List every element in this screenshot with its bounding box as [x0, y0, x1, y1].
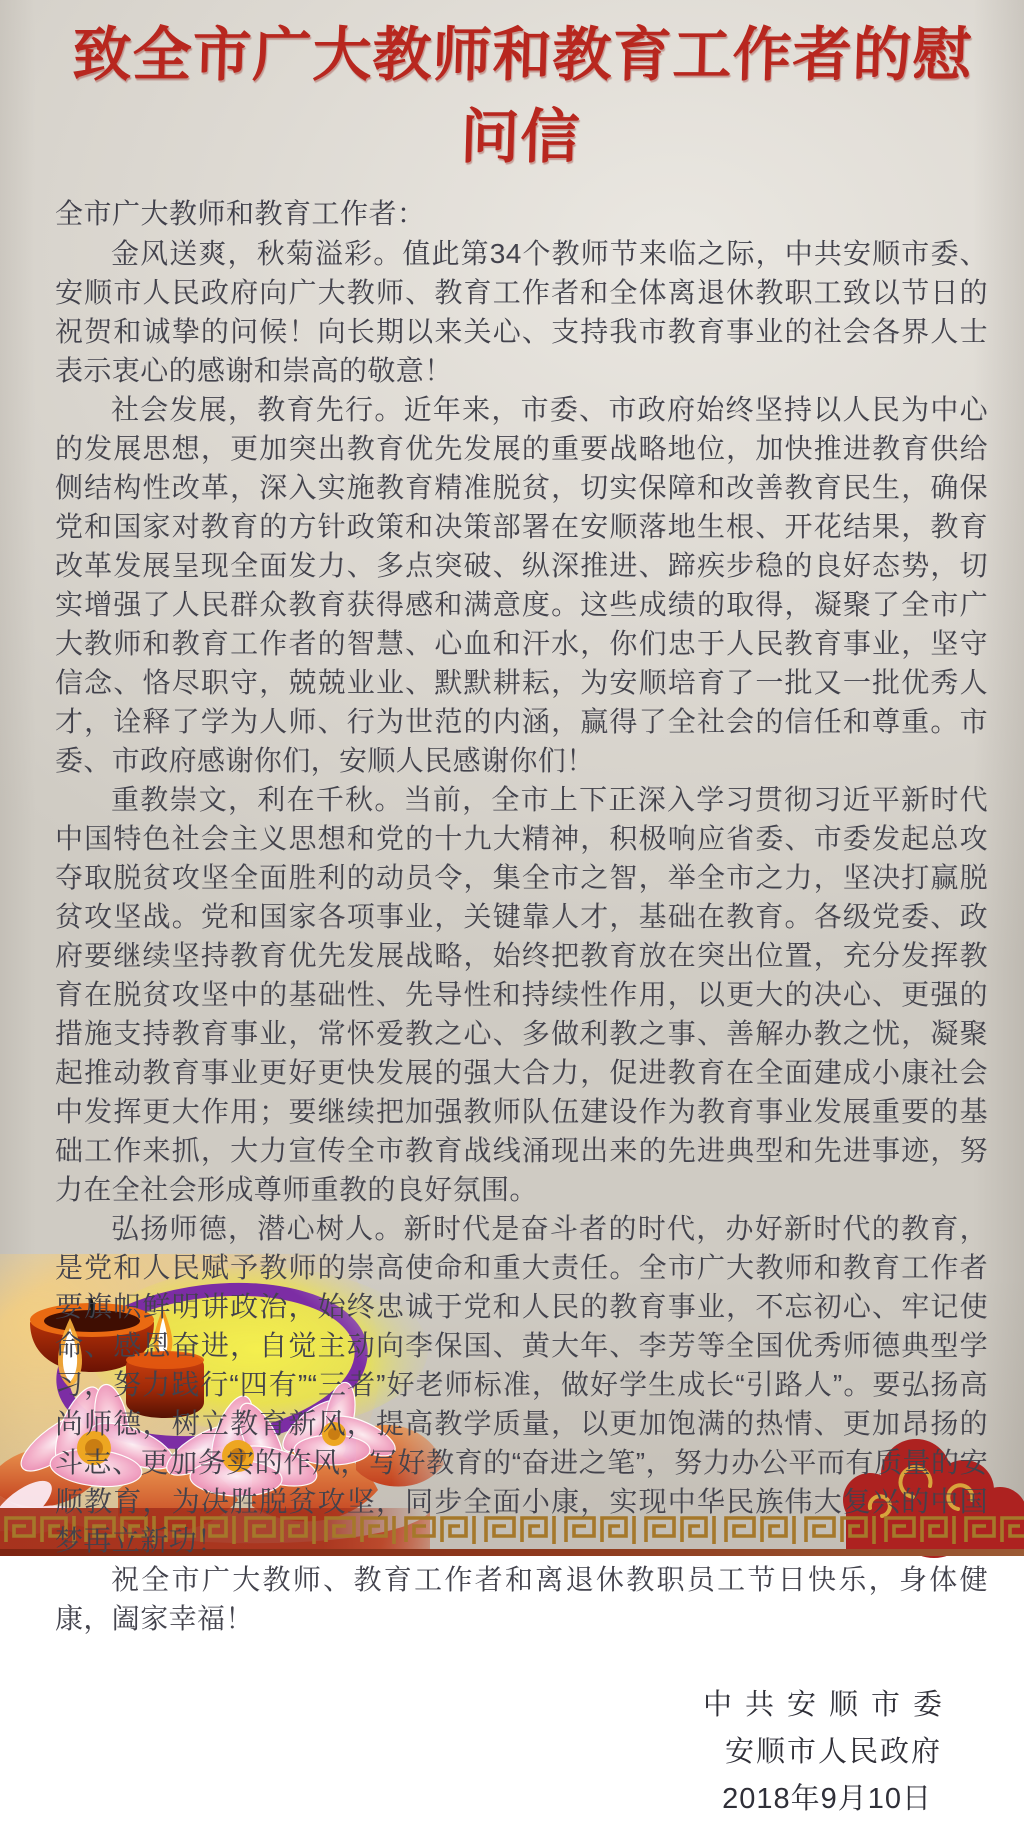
signature-date: 2018年9月10日 — [722, 1783, 932, 1815]
letter-title: 致全市广大教师和教育工作者的慰问信 — [71, 22, 974, 170]
signature-org-party: 中共安顺市委 — [702, 1689, 955, 1721]
paragraph-5: 祝全市广大教师、教育工作者和离退休教职员工节日快乐，身体健康，阖家幸福！ — [55, 1564, 988, 1634]
paragraph-4: 弘扬师德，潜心树人。新时代是奋斗者的时代，办好新时代的教育，是党和人民赋予教师的崇高使命和重大责任。全市广大教师和教育工作者要旗帜鲜明讲政治，始终忠诚于党和人民的教育事业，不忘初心、牢记使命、感恩奋进，自觉主动向李保国、黄大年、李芳等全国优秀师德典型学习，努力践行“四有”“三者”好老师标准，做好学生成长“引路人”。要弘扬高尚师德，树立教育新风，提高教学质量，以更加饱满的热情、更加昂扬的斗志、更加务实的作风，写好教育的“奋进之笔”，努力办公平而有质量的安顺教育，为决胜脱贫攻坚，同步全面小康，实现中华民族伟大复兴的中国梦再立新功！ — [55, 1213, 988, 1556]
signature-org-government: 安顺市人民政府 — [724, 1736, 942, 1768]
paragraph-2: 社会发展，教育先行。近年来，市委、市政府始终坚持以人民为中心的发展思想，更加突出教育优先发展的重要战略地位，加快推进教育供给侧结构性改革，深入实施教育精准脱贫，切实保障和改善教育民生，确保党和国家对教育的方针政策和决策部署在安顺落地生根、开花结果，教育改革发展呈现全面发力、多点突破、纵深推进、蹄疾步稳的良好态势，切实增强了人民群众教育获得感和满意度。这些成绩的取得，凝聚了全市广大教师和教育工作者的智慧、心血和汗水，你们忠于人民教育事业，坚守信念、恪尽职守，兢兢业业、默默耕耘，为安顺培育了一批又一批优秀人才，诠释了学为人师、行为世范的内涵，赢得了全社会的信任和尊重。市委、市政府感谢你们，安顺人民感谢你们！ — [55, 394, 988, 776]
paragraph-1: 金风送爽，秋菊溢彩。值此第34个教师节来临之际，中共安顺市委、安顺市人民政府向广大教师、教育工作者和全体离退休教职工致以节日的祝贺和诚挚的问候！向长期以来关心、支持我市教育事业的社会各界人士表示衷心的感谢和崇高的敬意！ — [55, 238, 988, 386]
paragraph-3: 重教崇文，利在千秋。当前，全市上下正深入学习贯彻习近平新时代中国特色社会主义思想和党的十九大精神，积极响应省委、市委发起总攻夺取脱贫攻坚全面胜利的动员令，集全市之智，举全市之力，坚决打赢脱贫攻坚战。党和国家各项事业，关键靠人才，基础在教育。各级党委、政府要继续坚持教育优先发展战略，始终把教育放在突出位置，充分发挥教育在脱贫攻坚中的基础性、先导性和持续性作用，以更大的决心、更强的措施支持教育事业，常怀爱教之心、多做利教之事、善解办教之忧，凝聚起推动教育事业更好更快发展的强大合力，促进教育在全面建成小康社会中发挥更大作用；要继续把加强教师队伍建设作为教育事业发展重要的基础工作来抓，大力宣传全市教育战线涌现出来的先进典型和先进事迹，努力在全社会形成尊师重教的良好氛围。 — [55, 784, 988, 1205]
salutation: 全市广大教师和教育工作者： — [55, 198, 426, 229]
signature-block — [55, 1682, 988, 1823]
